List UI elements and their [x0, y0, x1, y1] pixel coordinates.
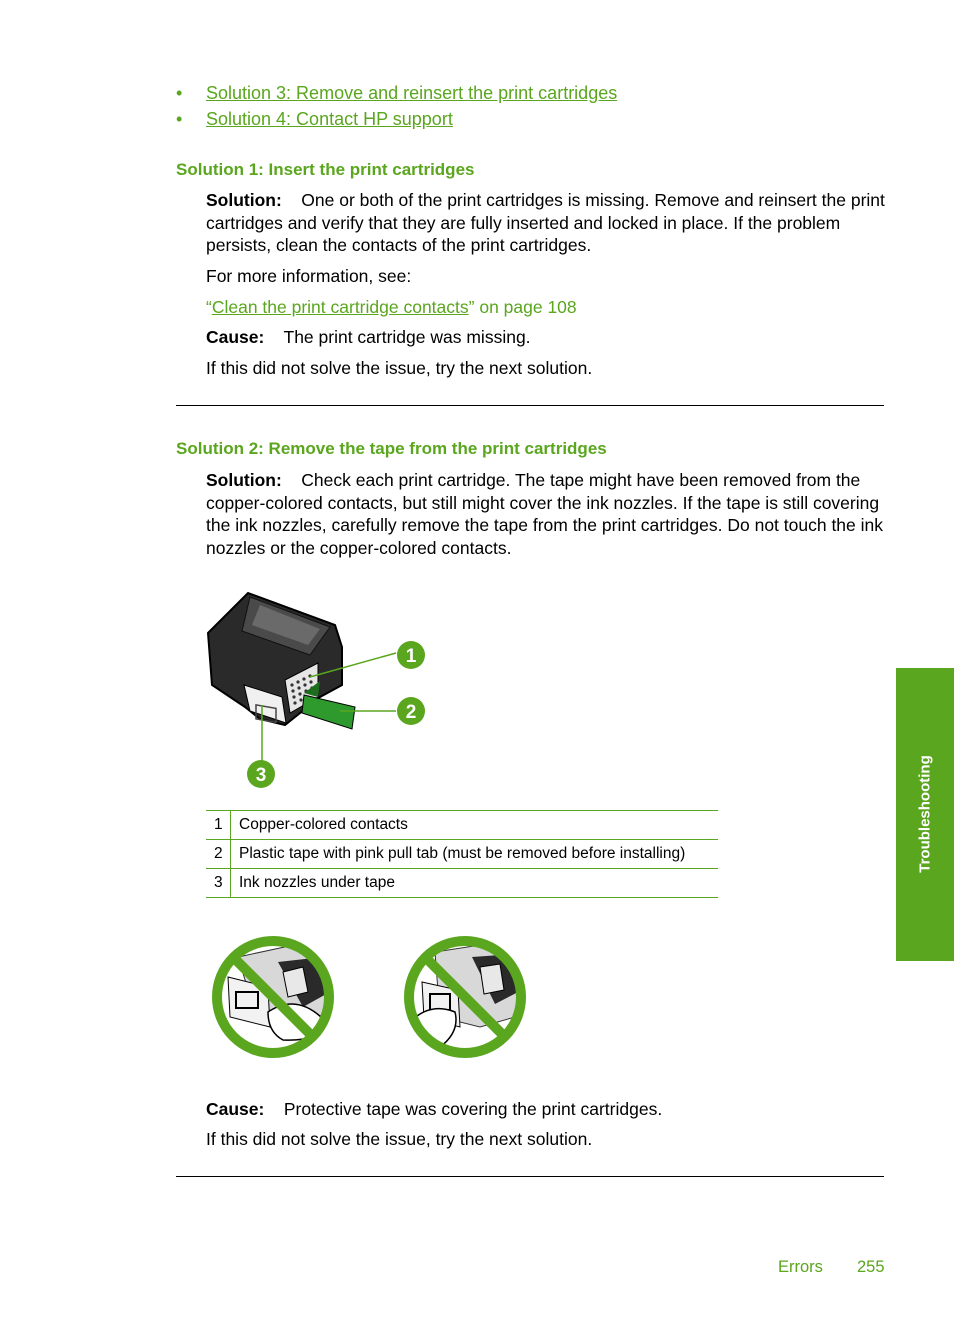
solution1-title: Solution 1: Insert the print cartridges	[176, 160, 475, 179]
more-info-text: For more information, see:	[206, 266, 412, 286]
troubleshooting-side-tab	[896, 668, 954, 961]
solution2-cause	[206, 1098, 890, 1121]
solution1-next: If this did not solve the issue, try the next solution.	[206, 358, 593, 378]
legend-number: 2	[206, 840, 231, 869]
page-number: 255	[857, 1258, 885, 1276]
solution2-next: If this did not solve the issue, try the next solution.	[206, 1129, 593, 1149]
solution-label: Solution:	[206, 470, 282, 490]
callout-1: 1	[405, 646, 417, 667]
callout-2: 2	[405, 702, 417, 723]
print-cartridge-illustration	[200, 585, 440, 790]
cross-reference	[206, 296, 890, 319]
table-row	[206, 869, 718, 898]
solution2-paragraph	[206, 469, 890, 559]
solution-links-list	[176, 80, 876, 132]
legend-number: 3	[206, 869, 231, 898]
solution3-link[interactable]: Solution 3: Remove and reinsert the print cartridges	[206, 83, 618, 103]
bullet: •	[176, 109, 183, 129]
divider	[176, 1176, 884, 1177]
solution-text: One or both of the print cartridges is missing. Remove and reinsert the print cartridges and verify that they are fully inserted and locked in place. If the problem persists, clean the contacts of the print cartridges.	[206, 190, 885, 255]
bullet: •	[176, 83, 183, 103]
callout-3: 3	[255, 765, 267, 786]
cause-text: The print cartridge was missing.	[283, 327, 531, 347]
divider	[176, 405, 884, 406]
table-row	[206, 840, 718, 869]
list-item	[176, 80, 876, 106]
solution-text: Check each print cartridge. The tape might have been removed from the copper-colored contacts, but still might cover the ink nozzles. If the tape is still covering the ink nozzles, carefully remove the tape from the print cartridges. Do not touch the ink nozzles or the copper-colored contacts.	[206, 470, 884, 558]
page-reference: ” on page 108	[468, 297, 577, 317]
solution4-link[interactable]: Solution 4: Contact HP support	[206, 109, 453, 129]
cause-label: Cause:	[206, 327, 265, 347]
legend-text: Ink nozzles under tape	[231, 869, 719, 898]
solution-label: Solution:	[206, 190, 282, 210]
cause-text: Protective tape was covering the print cartridges.	[283, 1099, 663, 1119]
do-not-touch-nozzles-icon	[400, 932, 530, 1062]
clean-contacts-link[interactable]: Clean the print cartridge contacts	[211, 297, 469, 317]
legend-text: Copper-colored contacts	[231, 811, 719, 840]
solution2-title: Solution 2: Remove the tape from the print cartridges	[176, 439, 607, 458]
legend-number: 1	[206, 811, 231, 840]
solution1-cause	[206, 326, 890, 349]
callout-legend-table	[206, 810, 718, 898]
solution1-paragraph	[206, 189, 890, 257]
table-row	[206, 811, 718, 840]
side-tab-label: Troubleshooting	[916, 755, 934, 873]
cause-label: Cause:	[206, 1099, 265, 1119]
legend-text: Plastic tape with pink pull tab (must be removed before installing)	[231, 840, 719, 869]
do-not-touch-contacts-icon	[208, 932, 338, 1062]
footer-section: Errors	[778, 1258, 823, 1276]
quote-open: “	[206, 297, 212, 317]
list-item	[176, 106, 876, 132]
